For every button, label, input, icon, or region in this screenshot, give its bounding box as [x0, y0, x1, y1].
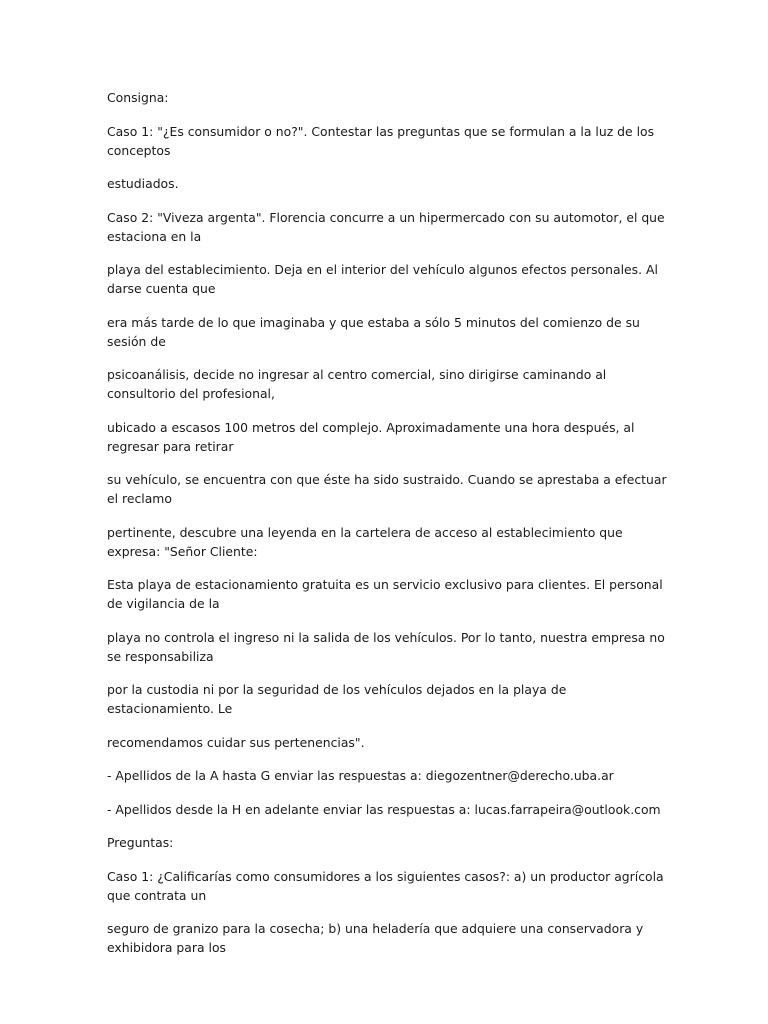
paragraph-playa: playa del establecimiento. Deja en el interior del vehículo algunos efectos personales. Al darse cuenta que: [107, 262, 658, 296]
paragraph-preguntas: Preguntas:: [107, 835, 174, 850]
paragraph-caso1-intro: Caso 1: "¿Es consumidor o no?". Contestar las preguntas que se formulan a la luz de los conceptos: [107, 123, 655, 158]
paragraph-psicoanalisis: psicoanálisis, decide no ingresar al centro comercial, sino dirigirse caminando al consultorio del profesional,: [107, 367, 607, 401]
paragraph-esta-playa: Esta playa de estacionamiento gratuita es un servicio exclusivo para clientes. El personal de vigilancia de la: [107, 577, 663, 611]
paragraph-su-vehiculo: su vehículo, se encuentra con que éste ha sido sustraido. Cuando se aprestaba a efectuar el reclamo: [107, 472, 667, 506]
paragraph-recomendamos: recomendamos cuidar sus pertenencias".: [107, 734, 365, 750]
paragraph-apellidos-a-g: - Apellidos de la A hasta G enviar las respuestas a: diegozentner@derecho.uba.ar: [107, 768, 614, 783]
paragraph-apellidos-h: - Apellidos desde la H en adelante enviar las respuestas a: lucas.farrapeira@outlook.com: [107, 801, 661, 817]
paragraph-consigna: Consigna:: [107, 90, 169, 105]
paragraph-pertinente: pertinente, descubre una leyenda en la cartelera de acceso al establecimiento que expresa: "Señor Cliente:: [107, 524, 623, 559]
paragraph-mas-tarde: era más tarde de lo que imaginaba y que estaba a sólo 5 minutos del comienzo de su sesión de: [107, 314, 640, 349]
paragraph-pregunta-caso1: Caso 1: ¿Calificarías como consumidores a los siguientes casos?: a) un productor agrícola que contrata un: [107, 868, 664, 903]
paragraph-estudiados: estudiados.: [107, 176, 179, 191]
paragraph-playa-no-controla: playa no controla el ingreso ni la salida de los vehículos. Por lo tanto, nuestra empresa no se responsabiliza: [107, 629, 665, 664]
paragraph-custodia: por la custodia ni por la seguridad de los vehículos dejados en la playa de estacionamiento. Le: [107, 682, 567, 716]
paragraph-seguro-granizo: seguro de granizo para la cosecha; b) una heladería que adquiere una conservadora y exhibidora para los: [107, 921, 644, 955]
paragraph-caso2-intro: Caso 2: "Viveza argenta". Florencia concurre a un hipermercado con su automotor, el que estaciona en la: [107, 209, 665, 244]
paragraph-ubicado: ubicado a escasos 100 metros del complejo. Aproximadamente una hora después, al regresar para retirar: [107, 419, 635, 454]
document-body: [107, 88, 667, 972]
